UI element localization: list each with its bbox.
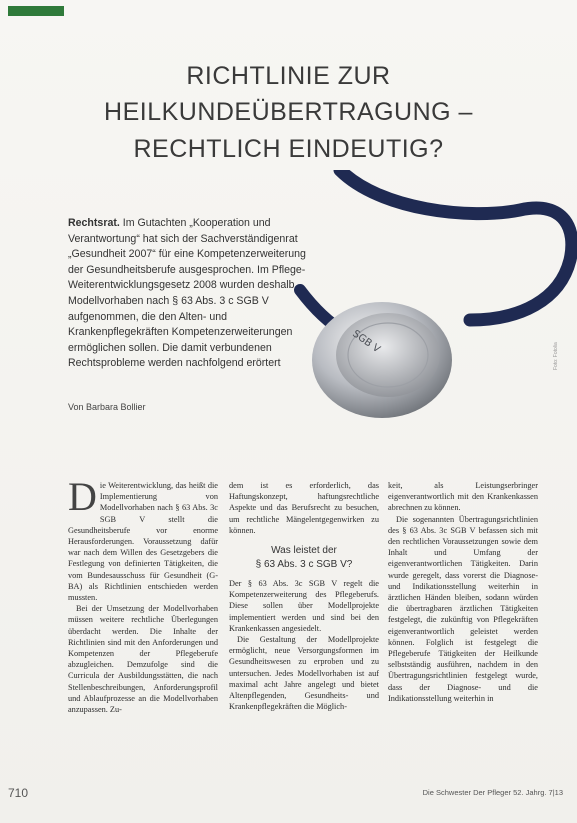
photo-credit: Foto: Fotolia: [553, 342, 559, 370]
text-column-1: [68, 474, 218, 715]
author-line: Von Barbara Bollier: [68, 402, 146, 412]
title-line-3: RECHTLICH EINDEUTIG?: [133, 135, 444, 163]
text-column-2: [229, 480, 379, 712]
subheading-line-2: § 63 Abs. 3 c SGB V?: [255, 559, 353, 571]
title-line-2: HEILKUNDEÜBERTRAGUNG –: [104, 98, 473, 126]
lead-label: Rechtsrat.: [68, 217, 120, 229]
col2-paragraph-2: Der § 63 Abs. 3c SGB V regelt die Kompetenzerweiterung des Pflegeberufs. Diese sollen über Modellprojekte implementiert werden und sind bei den Krankenkassen angesiedelt.: [229, 579, 379, 633]
text-column-3: [388, 480, 538, 704]
page-number: 710: [8, 786, 29, 800]
drop-cap: D: [68, 474, 97, 519]
stethoscope-tube: [340, 170, 572, 320]
lead-text: Im Gutachten „Kooperation und Verantwortung“ hat sich der Sachverständigenrat „Gesundheit 2007“ für eine Kompetenzerweiterung der Gesundheitsberufe ausgesprochen. Im Pflege-Weiterentwicklungsgesetz 2008 wurden deshalb Modellvorhaben nach § 63 Abs. 3 c SGB V aufgenommen, die den Alten- und Krankenpflegekräften Kompetenzerweiterungen ermöglichen sollen. Die damit verbundenen Rechtsprobleme werden nachfolgend erörtert: [68, 217, 306, 370]
subheading-line-1: Was leistet der: [271, 545, 337, 557]
col3-paragraph-1: keit, als Leistungserbringer eigenverantwortlich mit den Krankenkassen abrechnen zu können.: [388, 481, 538, 513]
col1-paragraph-1: ie Weiterentwicklung, das heißt die Implementierung von Modellvorhaben nach § 63 Abs. 3c SGB V stellt die Gesundheitsberufe vor enorme Herausforderungen. Voraussetzung dafür war nach dem Willen des Gesetzgebers die Festlegung von definierten Tätigkeiten, die vom Bundesausschuss für Gesundheit (G-BA) als Richtlinien entschieden werden mussten.: [68, 481, 218, 603]
col2-paragraph-3: Die Gestaltung der Modellprojekte ermöglicht, neue Versorgungsformen im Gesundheitswesen zu erproben und zu untersuchen. Jedes Modellvorhaben ist auf maximal acht Jahre angelegt und bietet Altenpflegenden, Gesundheits- und Krankenpflegekräften die Möglich-: [229, 635, 379, 712]
lead-paragraph: [68, 216, 308, 372]
col3-paragraph-2: Die sogenannten Übertragungsrichtlinien des § 63 Abs. 3c SGB V befassen sich mit den rechtlichen Voraussetzungen sowie dem Inhalt und Umfang der eigenverantwortlichen Tätigkeiten. Darin wurde geregelt, dass vorerst die Diagnose- und Indikationsstellung weiterhin in ärztlichen Händen bleiben, sodann würden die übertragbaren ärztlichen Tätigkeiten festgelegt, die zukünftig von Pflegekräften eigenverantwortlich geleistet werden können. Folglich ist festgelegt die Pflegeberufe Tätigkeiten der Heilkunde selbstständig ausführen, nachdem in den Übertragungsrichtlinien festgelegt wurde, dass der Diagnose- und die Indikationsstellung weiterhin in: [388, 514, 538, 703]
col1-paragraph-2: Bei der Umsetzung der Modellvorhaben müssen weitere rechtliche Überlegungen überdacht werden. Die Inhalte der Richtlinien sind mit den Anforderungen und Kompetenzen der Pflegeberufe abzugleichen. Demzufolge sind die Curricula der Ausbildungsstätten, die nach Stellenbeschreibungen, Anforderungsprofil und Ablaufprozesse an die Modellvorhaben anzupassen. Zu-: [68, 604, 218, 715]
col2-paragraph-1: dem ist es erforderlich, das Haftungskonzept, haftungsrechtliche Aspekte und das Berufsrecht zu besuchen, um rechtliche Mängelentgegenwirken zu können.: [229, 481, 379, 535]
section-tag: [8, 6, 64, 16]
subheading: [229, 544, 379, 572]
stethoscope-label: SGB V: [350, 328, 382, 356]
journal-footer: Die Schwester Der Pfleger 52. Jahrg. 7|13: [422, 788, 563, 797]
title-line-1: RICHTLINIE ZUR: [186, 62, 391, 90]
